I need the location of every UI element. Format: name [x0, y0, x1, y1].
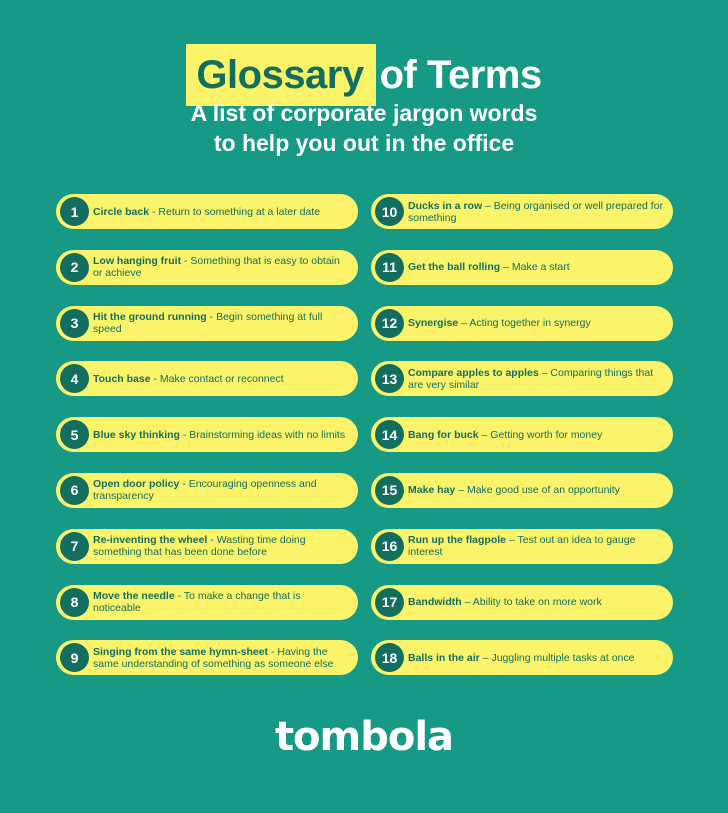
- glossary-item: [56, 640, 358, 675]
- glossary-separator: -: [150, 372, 160, 385]
- glossary-item: [371, 417, 673, 452]
- glossary-item-number: 1: [60, 197, 89, 226]
- glossary-item: [371, 361, 673, 396]
- glossary-item-number: 3: [60, 309, 89, 338]
- glossary-item-text: [93, 585, 350, 620]
- glossary-item-number: 7: [60, 532, 89, 561]
- glossary-item-number: 12: [375, 309, 404, 338]
- glossary-item: [56, 529, 358, 564]
- glossary-separator: –: [455, 484, 467, 497]
- glossary-definition: Return to something at a later date: [158, 205, 321, 218]
- glossary-definition: Comparing things that are very similar: [408, 366, 654, 391]
- glossary-item-text: [93, 250, 350, 285]
- glossary-separator: –: [482, 199, 494, 212]
- glossary-item-text: [408, 473, 665, 508]
- glossary-item-text: [408, 361, 665, 396]
- glossary-item-number: 6: [60, 476, 89, 505]
- glossary-item-number: 14: [375, 420, 404, 449]
- tombola-logo: tombola: [274, 714, 454, 760]
- glossary-term: Blue sky thinking: [93, 428, 180, 441]
- glossary-column-right: [371, 194, 673, 696]
- glossary-term: Move the needle: [93, 590, 175, 603]
- glossary-definition: Ability to take on more work: [472, 596, 602, 609]
- glossary-item-text: [93, 417, 350, 452]
- glossary-item: [56, 417, 358, 452]
- glossary-item-text: [408, 640, 665, 675]
- glossary-item-text: [408, 585, 665, 620]
- glossary-separator: -: [207, 534, 217, 547]
- glossary-separator: -: [149, 205, 159, 218]
- glossary-separator: –: [538, 366, 551, 379]
- glossary-definition: Encouraging openness and transparency: [93, 478, 317, 503]
- glossary-term: Circle back: [93, 205, 150, 218]
- glossary-term: Run up the flagpole: [408, 534, 506, 547]
- glossary-item-text: [93, 361, 350, 396]
- glossary-separator: -: [179, 478, 189, 491]
- glossary-term: Ducks in a row: [408, 199, 483, 212]
- glossary-item-number: 4: [60, 364, 89, 393]
- glossary-separator: -: [268, 645, 278, 658]
- glossary-column-left: [56, 194, 358, 696]
- glossary-item: [56, 361, 358, 396]
- glossary-item: [56, 306, 358, 341]
- glossary-item: [56, 473, 358, 508]
- title: [0, 44, 728, 106]
- glossary-term: Synergise: [408, 317, 459, 330]
- glossary-item: [371, 306, 673, 341]
- glossary-definition: Something that is easy to obtain or achieve: [93, 255, 340, 280]
- glossary-separator: –: [478, 428, 491, 441]
- glossary-item-number: 2: [60, 253, 89, 282]
- glossary-definition: Test out an idea to gauge interest: [408, 534, 636, 559]
- glossary-item-text: [93, 640, 350, 675]
- glossary-item-text: [408, 194, 665, 229]
- glossary-item: [371, 585, 673, 620]
- glossary-separator: –: [506, 534, 518, 547]
- glossary-item: [56, 194, 358, 229]
- glossary-definition: Wasting time doing something that has been done before: [93, 534, 306, 559]
- glossary-definition: Getting worth for money: [490, 428, 603, 441]
- glossary-term: Re-inventing the wheel: [93, 534, 208, 547]
- glossary-separator: –: [461, 596, 473, 609]
- glossary-item-number: 9: [60, 643, 89, 672]
- glossary-separator: -: [174, 590, 184, 603]
- glossary-item: [371, 529, 673, 564]
- glossary-item: [371, 194, 673, 229]
- glossary-definition: Begin something at full speed: [93, 311, 323, 336]
- glossary-separator: –: [479, 651, 492, 664]
- glossary-item-text: [93, 194, 350, 229]
- glossary-item-number: 8: [60, 588, 89, 617]
- glossary-definition: Make a start: [511, 261, 570, 274]
- glossary-item-number: 10: [375, 197, 404, 226]
- glossary-term: Open door policy: [93, 478, 180, 491]
- glossary-separator: –: [458, 317, 470, 330]
- glossary-definition: Make good use of an opportunity: [466, 484, 620, 497]
- glossary-item-text: [408, 250, 665, 285]
- glossary-item-number: 11: [375, 253, 404, 282]
- glossary-definition: Juggling multiple tasks at once: [491, 651, 635, 664]
- glossary-item: [371, 640, 673, 675]
- glossary-item-number: 5: [60, 420, 89, 449]
- glossary-item-number: 13: [375, 364, 404, 393]
- glossary-term: Touch base: [93, 372, 151, 385]
- glossary-item-number: 17: [375, 588, 404, 617]
- glossary-term: Make hay: [408, 484, 456, 497]
- glossary-item-number: 15: [375, 476, 404, 505]
- glossary-item-text: [408, 306, 665, 341]
- glossary-term: Get the ball rolling: [408, 261, 501, 274]
- glossary-definition: Having the same understanding of something as someone else: [93, 645, 334, 670]
- subtitle: [0, 98, 728, 158]
- glossary-term: Low hanging fruit: [93, 255, 182, 268]
- glossary-definition: Being organised or well prepared for something: [408, 199, 664, 224]
- glossary-item-number: 18: [375, 643, 404, 672]
- glossary-term: Balls in the air: [408, 651, 480, 664]
- subtitle-line-2: to help you out in the office: [213, 130, 515, 156]
- glossary-term: Singing from the same hymn-sheet: [93, 645, 269, 658]
- title-highlight: Glossary: [186, 44, 375, 106]
- glossary-term: Compare apples to apples: [408, 366, 539, 379]
- glossary-item: [56, 585, 358, 620]
- glossary-item-text: [408, 529, 665, 564]
- glossary-separator: -: [181, 255, 191, 268]
- glossary-separator: -: [206, 311, 217, 324]
- glossary-definition: Make contact or reconnect: [159, 372, 284, 385]
- glossary-term: Bandwidth: [408, 596, 462, 609]
- glossary-term: Hit the ground running: [93, 311, 207, 324]
- glossary-separator: -: [179, 428, 190, 441]
- glossary-definition: Brainstorming ideas with no limits: [189, 428, 346, 441]
- glossary-item: [371, 250, 673, 285]
- glossary-definition: Acting together in synergy: [469, 317, 591, 330]
- glossary-item-text: [93, 306, 350, 341]
- glossary-item-text: [93, 529, 350, 564]
- glossary-definition: To make a change that is noticeable: [93, 590, 301, 615]
- title-rest: of Terms: [379, 53, 542, 97]
- glossary-item: [56, 250, 358, 285]
- glossary-item-text: [93, 473, 350, 508]
- glossary-item-text: [408, 417, 665, 452]
- glossary-item: [371, 473, 673, 508]
- glossary-term: Bang for buck: [408, 428, 479, 441]
- glossary-separator: –: [500, 261, 512, 274]
- glossary-item-number: 16: [375, 532, 404, 561]
- subtitle-line-1: A list of corporate jargon words: [190, 100, 538, 126]
